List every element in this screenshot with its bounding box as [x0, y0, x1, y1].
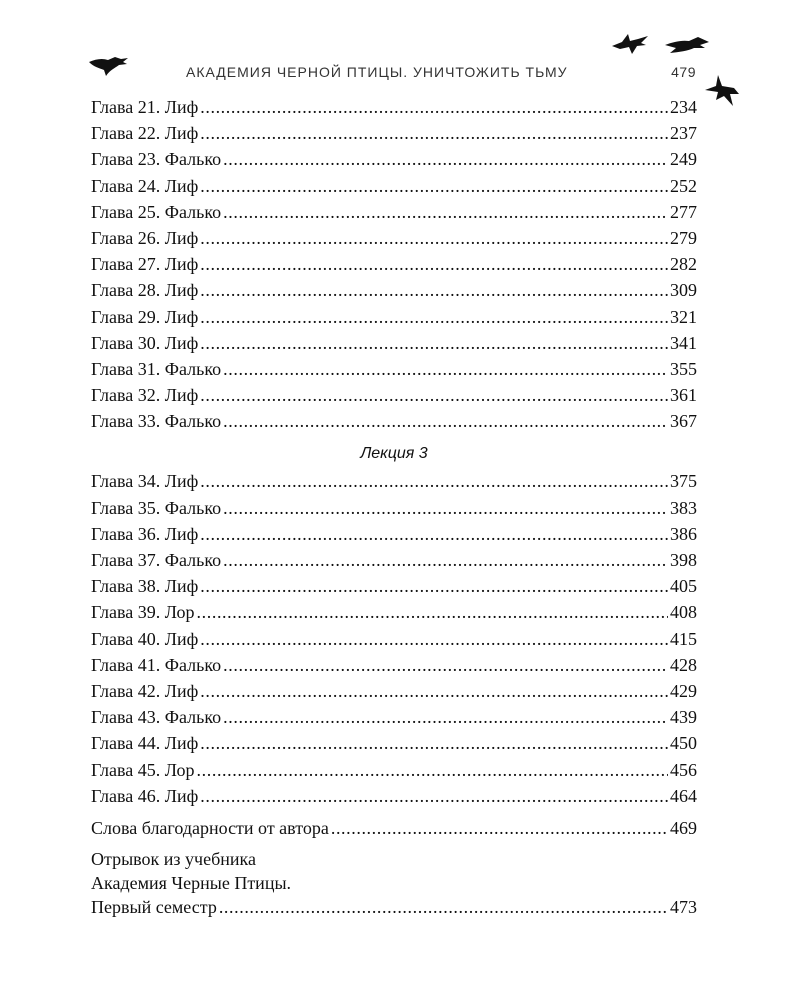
toc-entry[interactable] [91, 225, 697, 251]
dot-leader [223, 495, 668, 521]
toc-entry-page: 309 [670, 280, 697, 301]
toc-entry[interactable] [91, 652, 697, 678]
toc-entry-label: Глава 26. Лиф [91, 227, 199, 248]
dot-leader [223, 356, 668, 382]
toc-entry-label: Глава 27. Лиф [91, 254, 199, 275]
dot-leader [200, 678, 668, 704]
toc-entry-label-line3: Первый семестр [91, 897, 217, 918]
toc-entry-label: Глава 43. Фалько [91, 707, 222, 728]
dot-leader [223, 547, 668, 573]
dot-leader [219, 895, 668, 919]
toc-entry-label: Глава 29. Лиф [91, 306, 199, 327]
toc-entry-page: 469 [670, 817, 697, 838]
toc-entry-label: Глава 36. Лиф [91, 523, 199, 544]
dot-leader [223, 704, 668, 730]
toc-entry-label-line2: Академия Черные Птицы. [91, 873, 292, 894]
dot-leader [200, 573, 668, 599]
dot-leader [200, 251, 668, 277]
toc-entry[interactable] [91, 382, 697, 408]
toc-entry[interactable] [91, 547, 697, 573]
toc-entry-page: 429 [670, 680, 697, 701]
toc-entry[interactable] [91, 783, 697, 809]
toc-entry-excerpt[interactable] [91, 847, 697, 919]
dot-leader [223, 408, 668, 434]
dot-leader [197, 757, 668, 783]
toc-entry[interactable] [91, 626, 697, 652]
toc-entry[interactable] [91, 678, 697, 704]
dot-leader [200, 521, 668, 547]
toc-entry[interactable] [91, 304, 697, 330]
toc-entry-label: Глава 35. Фалько [91, 497, 222, 518]
toc-entry-label: Глава 23. Фалько [91, 149, 222, 170]
toc-entry[interactable] [91, 94, 697, 120]
toc-entry-thanks[interactable] [91, 815, 697, 841]
toc-entry[interactable] [91, 730, 697, 756]
toc-entry-page: 473 [670, 897, 697, 918]
toc-entry-page: 367 [670, 411, 697, 432]
toc-entry-page: 398 [670, 550, 697, 570]
crow-icon-top-2 [664, 36, 710, 56]
toc-entry[interactable] [91, 599, 697, 625]
toc-entry-label: Глава 21. Лиф [91, 97, 199, 117]
dot-leader [200, 330, 668, 356]
toc-entry[interactable] [91, 704, 697, 730]
dot-leader [200, 382, 668, 408]
toc-entry-label: Глава 38. Лиф [91, 576, 199, 597]
toc-entry[interactable] [91, 199, 697, 225]
crow-icon-left [88, 54, 130, 78]
toc-entry[interactable] [91, 120, 697, 146]
toc-entry-label: Глава 30. Лиф [91, 332, 199, 353]
toc-entry-label: Глава 39. Лор [91, 602, 195, 623]
toc-entry[interactable] [91, 573, 697, 599]
dot-leader [223, 652, 668, 678]
toc-entry-label: Глава 46. Лиф [91, 785, 199, 806]
toc-entry-page: 375 [670, 471, 697, 492]
toc-entry[interactable] [91, 495, 697, 521]
toc-entry-label: Глава 22. Лиф [91, 123, 199, 144]
toc-entry-page: 249 [670, 149, 697, 170]
toc-entry-label: Глава 34. Лиф [91, 471, 199, 492]
toc-entry-page: 341 [670, 332, 697, 353]
book-title: АКАДЕМИЯ ЧЕРНОЙ ПТИЦЫ. УНИЧТОЖИТЬ ТЬМУ [186, 64, 568, 80]
toc-entry-page: 383 [670, 497, 697, 518]
toc-entry[interactable] [91, 330, 697, 356]
toc-entry-page: 321 [670, 306, 697, 327]
toc-entry-label: Глава 25. Фалько [91, 201, 222, 222]
crow-icon-right [704, 74, 740, 108]
running-header [186, 64, 696, 80]
toc-entry[interactable] [91, 356, 697, 382]
toc-group-2 [91, 468, 697, 808]
dot-leader [200, 173, 668, 199]
table-of-contents [91, 94, 697, 919]
toc-entry-page: 408 [670, 602, 697, 623]
toc-entry-label: Глава 24. Лиф [91, 175, 199, 196]
toc-entry-label: Слова благодарности от автора [91, 817, 329, 838]
toc-entry-label: Глава 37. Фалько [91, 550, 222, 570]
toc-entry-label: Глава 32. Лиф [91, 385, 199, 406]
toc-entry-page: 405 [670, 576, 697, 597]
toc-entry[interactable] [91, 468, 697, 494]
dot-leader [200, 94, 668, 120]
toc-entry[interactable] [91, 408, 697, 434]
toc-entry-page: 355 [670, 358, 697, 379]
toc-entry-label: Глава 33. Фалько [91, 411, 222, 432]
toc-entry-page: 439 [670, 707, 697, 728]
toc-entry-label: Глава 28. Лиф [91, 280, 199, 301]
toc-entry-page: 450 [670, 733, 697, 754]
toc-entry-page: 252 [670, 175, 697, 196]
toc-entry-label: Глава 40. Лиф [91, 628, 199, 649]
dot-leader [200, 626, 668, 652]
toc-entry-label: Глава 42. Лиф [91, 680, 199, 701]
toc-entry-label: Глава 41. Фалько [91, 654, 222, 675]
toc-entry[interactable] [91, 251, 697, 277]
toc-entry-page: 464 [670, 785, 697, 806]
toc-entry[interactable] [91, 757, 697, 783]
toc-entry-page: 234 [670, 97, 697, 117]
toc-entry-label: Глава 44. Лиф [91, 733, 199, 754]
toc-entry[interactable] [91, 173, 697, 199]
dot-leader [223, 146, 668, 172]
toc-entry-label-line1: Отрывок из учебника [91, 849, 256, 870]
dot-leader [200, 304, 668, 330]
dot-leader [223, 199, 668, 225]
toc-entry-label: Глава 31. Фалько [91, 358, 222, 379]
toc-entry-page: 277 [670, 201, 697, 222]
toc-entry[interactable] [91, 277, 697, 303]
dot-leader [197, 599, 668, 625]
crow-icon-top-1 [610, 32, 650, 58]
toc-entry-page: 428 [670, 654, 697, 675]
toc-entry[interactable] [91, 146, 697, 172]
toc-entry-page: 279 [670, 227, 697, 248]
toc-entry-page: 361 [670, 385, 697, 406]
toc-entry-label: Глава 45. Лор [91, 759, 195, 780]
toc-group-1 [91, 94, 697, 434]
dot-leader [200, 120, 668, 146]
dot-leader [331, 815, 668, 841]
toc-entry-page: 386 [670, 523, 697, 544]
dot-leader [200, 783, 668, 809]
toc-entry-page: 456 [670, 759, 697, 780]
dot-leader [200, 730, 668, 756]
toc-entry[interactable] [91, 521, 697, 547]
toc-entry-page: 237 [670, 123, 697, 144]
section-title: Лекция 3 [360, 445, 428, 463]
dot-leader [200, 225, 668, 251]
toc-entry-page: 415 [670, 628, 697, 649]
dot-leader [200, 277, 668, 303]
dot-leader [200, 468, 668, 494]
toc-entry-page: 282 [670, 254, 697, 275]
toc-entry-excerpt-last-line [91, 895, 697, 919]
page-number: 479 [671, 64, 696, 80]
